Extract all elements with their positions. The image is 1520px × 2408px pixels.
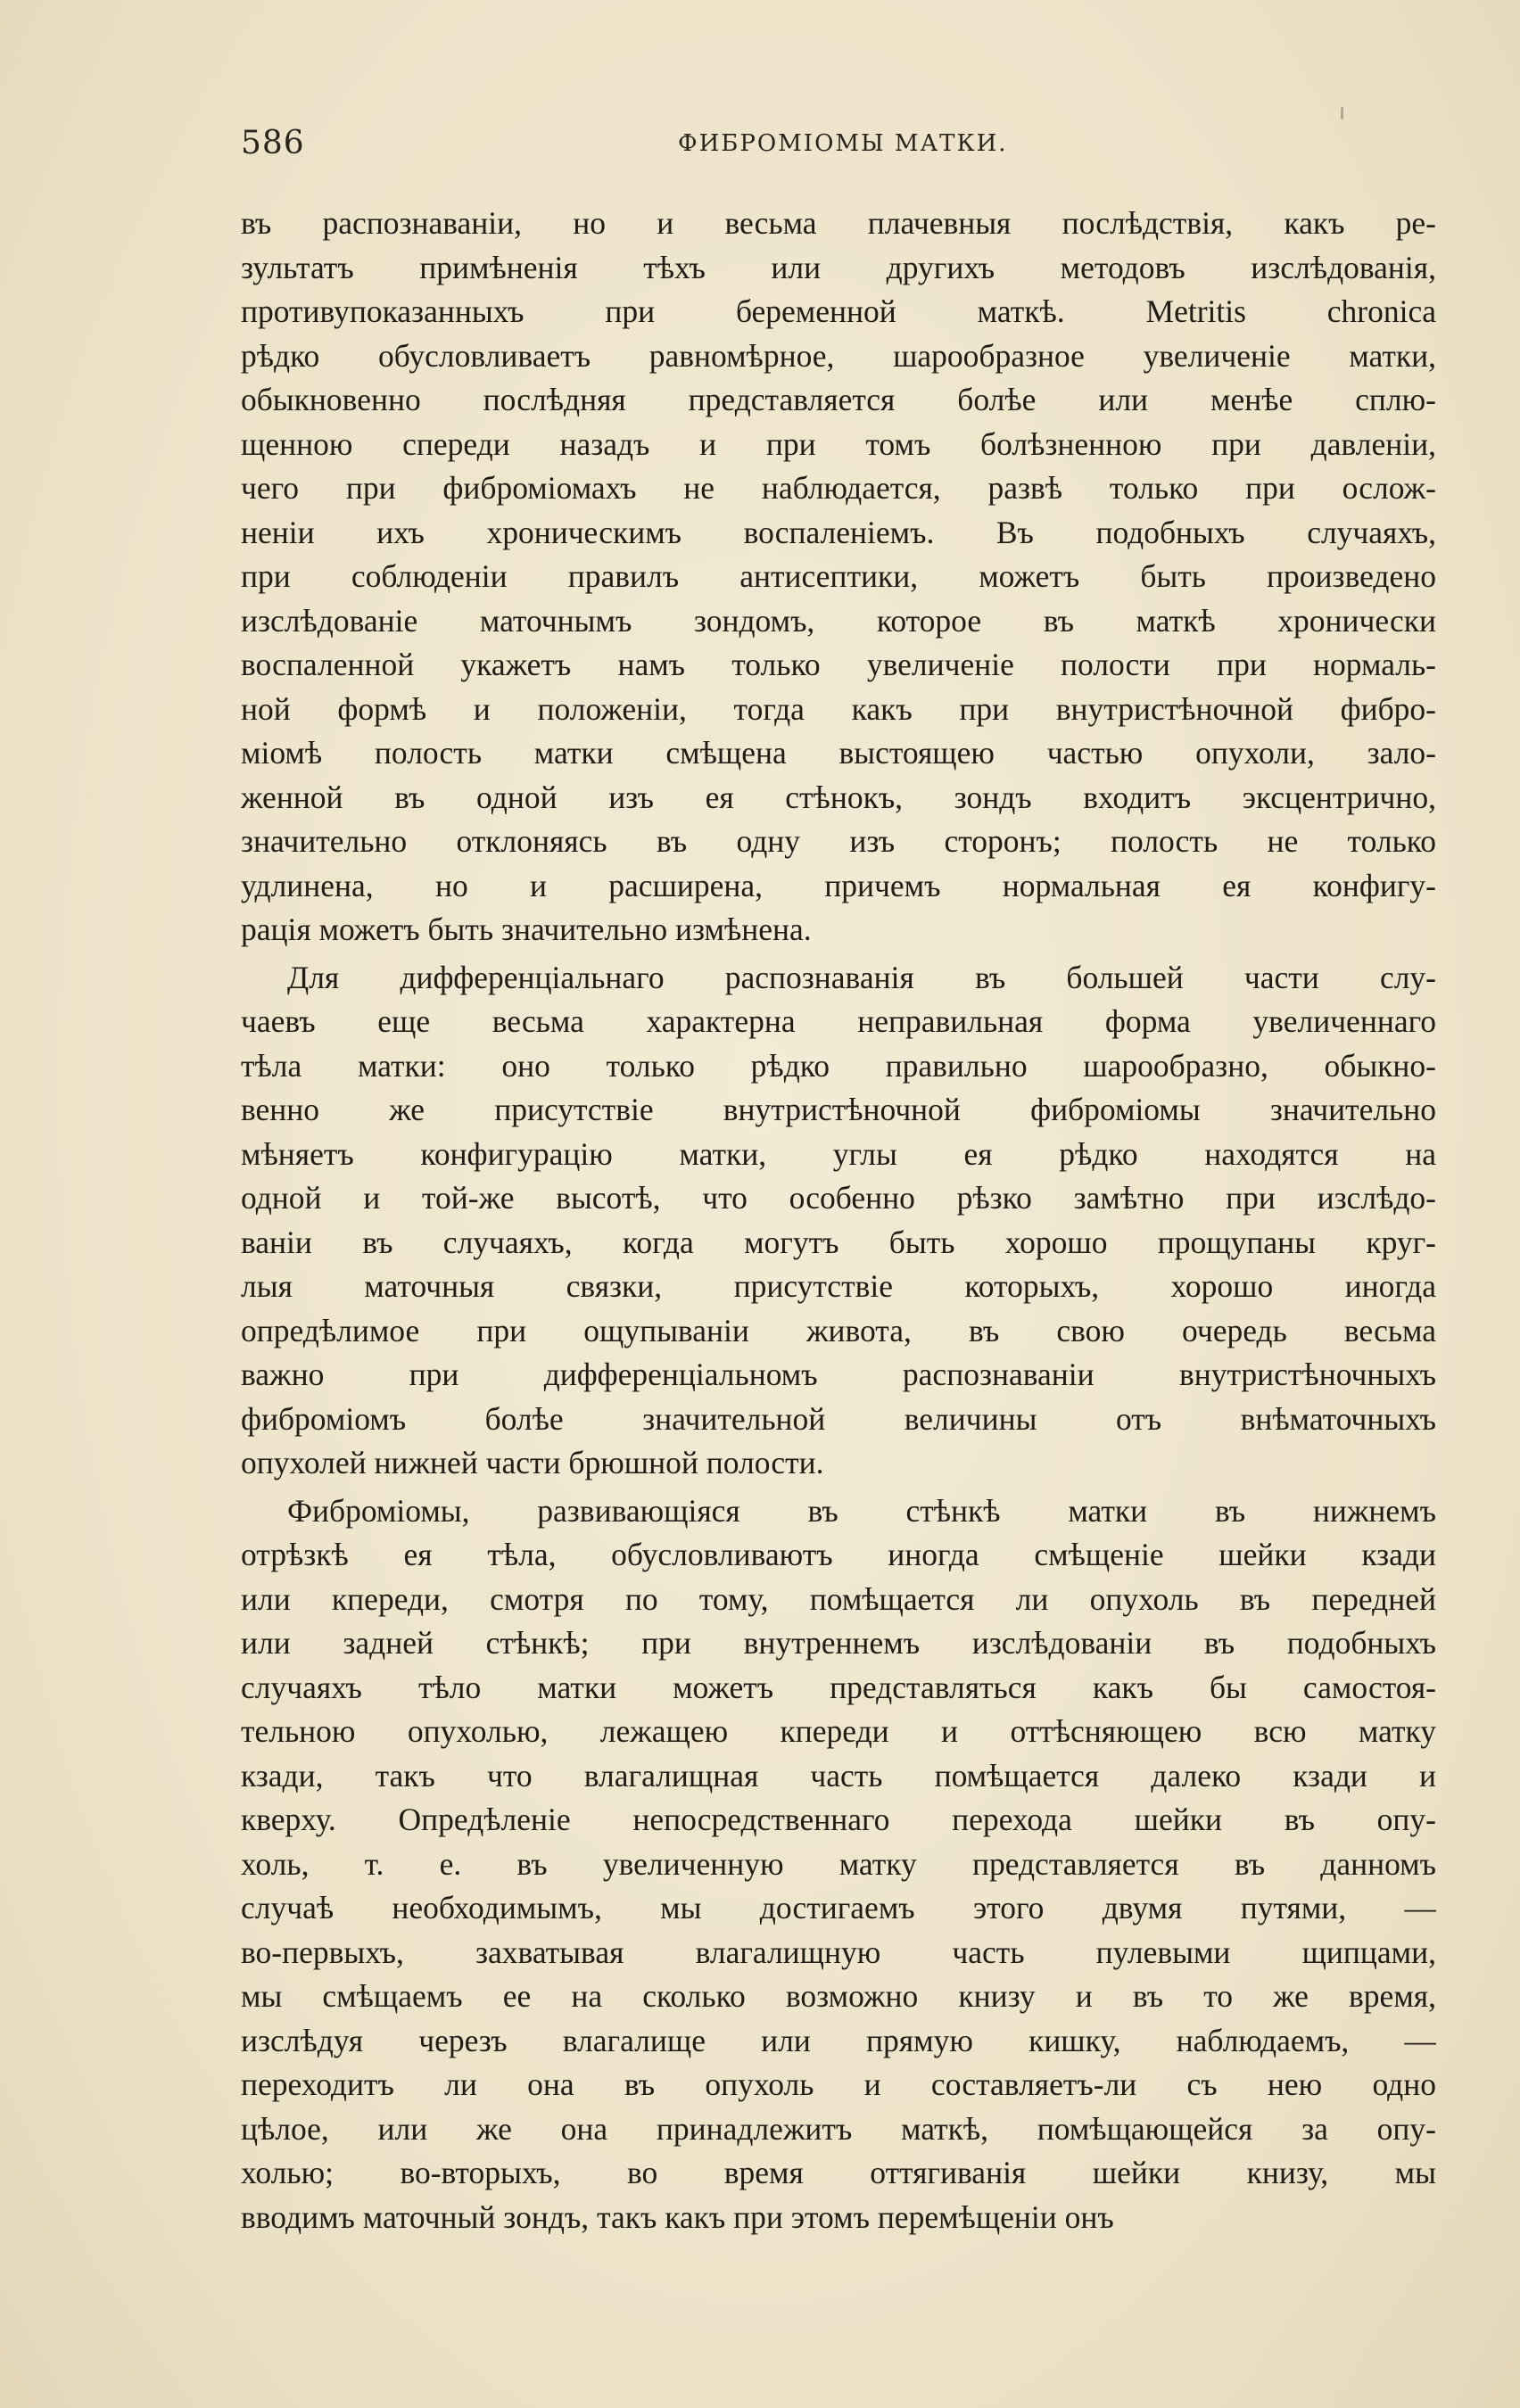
text-line: неніи ихъ хроническимъ воспаленіемъ. Въ подобныхъ случаяхъ,: [241, 514, 1436, 550]
running-title: ФИБРОМІОМЫ МАТКИ.: [678, 130, 1008, 157]
text-line: ваніи въ случаяхъ, когда могутъ быть хорошо прощупаны круг-: [241, 1224, 1436, 1260]
text-line: вводимъ маточный зондъ, такъ какъ при этомъ перемѣщеніи онъ: [241, 2198, 1114, 2235]
text-line: важно при дифференціальномъ распознаваніи внутристѣночныхъ: [241, 1357, 1436, 1392]
text-line: опредѣлимое при ощупываніи живота, въ свою очередь весьма: [241, 1312, 1436, 1348]
text-line: рѣдко обусловливаетъ равномѣрное, шарообразное увеличеніе матки,: [241, 337, 1436, 374]
text-line: отрѣзкѣ ея тѣла, обусловливаютъ иногда смѣщеніе шейки кзади: [241, 1537, 1436, 1572]
text-line: обыкновенно послѣдняя представляется болѣе или менѣе сплю-: [241, 382, 1436, 417]
paragraph: [241, 202, 1436, 952]
text-line: въ распознаваніи, но и весьма плачевныя послѣдствія, какъ ре-: [241, 205, 1436, 241]
paragraph: [241, 1489, 1436, 2240]
text-line: изслѣдуя черезъ влагалище или прямую кишку, наблюдаемъ, —: [241, 2022, 1436, 2058]
text-line: во-первыхъ, захватывая влагалищную часть пулевыми щипцами,: [241, 1934, 1436, 1970]
text-line: зультатъ примѣненія тѣхъ или другихъ методовъ изслѣдованія,: [241, 249, 1436, 285]
text-line: воспаленной укажетъ намъ только увеличеніе полости при нормаль-: [241, 647, 1436, 682]
text-line: лыя маточныя связки, присутствіе которыхъ, хорошо иногда: [241, 1268, 1436, 1304]
text-body: [241, 202, 1436, 2243]
text-line: мѣняетъ конфигурацію матки, углы ея рѣдко находятся на: [241, 1135, 1436, 1172]
text-line: венно же присутствіе внутристѣночной фиброміомы значительно: [241, 1092, 1436, 1127]
text-line: удлинена, но и расширена, причемъ нормальная ея конфигу-: [241, 867, 1436, 903]
text-line: чаевъ еще весьма характерна неправильная форма увеличеннаго: [241, 1003, 1436, 1039]
text-line: случаяхъ тѣло матки можетъ представляться какъ бы самостоя-: [241, 1669, 1436, 1705]
text-line: изслѣдованіе маточнымъ зондомъ, которое въ маткѣ хронически: [241, 602, 1436, 639]
text-line: рація можетъ быть значительно измѣнена.: [241, 911, 812, 947]
text-line: Фиброміомы, развивающіяся въ стѣнкѣ матки въ нижнемъ: [287, 1492, 1436, 1529]
text-line: кверху. Опредѣленіе непосредственнаго перехода шейки въ опу-: [241, 1802, 1436, 1837]
text-line: или задней стѣнкѣ; при внутреннемъ изслѣдованіи въ подобныхъ: [241, 1625, 1436, 1661]
text-line: тельною опухолью, лежащею кпереди и оттѣсняющею всю матку: [241, 1713, 1436, 1749]
text-line: тѣла матки: оно только рѣдко правильно шарообразно, обыкно-: [241, 1047, 1436, 1084]
text-line: щенною спереди назадъ и при томъ болѣзненною при давленіи,: [241, 425, 1436, 462]
text-line: женной въ одной изъ ея стѣнокъ, зондъ входитъ эксцентрично,: [241, 779, 1436, 815]
text-line: холью; во-вторыхъ, во время оттягиванія шейки книзу, мы: [241, 2155, 1436, 2190]
running-head: [241, 125, 1436, 169]
text-line: при соблюденіи правилъ антисептики, можетъ быть произведено: [241, 558, 1436, 594]
text-line: Для дифференціальнаго распознаванія въ большей части слу-: [287, 959, 1436, 995]
paragraph: [241, 956, 1436, 1486]
text-line: фиброміомъ болѣе значительной величины отъ внѣматочныхъ: [241, 1400, 1436, 1437]
text-line: кзади, такъ что влагалищная часть помѣщается далеко кзади и: [241, 1757, 1436, 1794]
text-line: ной формѣ и положеніи, тогда какъ при внутристѣночной фибро-: [241, 690, 1436, 727]
text-line: или кпереди, смотря по тому, помѣщается ли опухоль въ передней: [241, 1580, 1436, 1617]
text-line: цѣлое, или же она принадлежитъ маткѣ, помѣщающейся за опу-: [241, 2110, 1436, 2147]
text-line: переходитъ ли она въ опухоль и составляетъ-ли съ нею одно: [241, 2066, 1436, 2102]
text-line: мы смѣщаемъ ее на сколько возможно книзу и въ то же время,: [241, 1978, 1436, 2014]
text-line: значительно отклоняясь въ одну изъ сторонъ; полость не только: [241, 823, 1436, 859]
page-number: 586: [241, 125, 305, 161]
text-line: холь, т. е. въ увеличенную матку представляется въ данномъ: [241, 1845, 1436, 1882]
text-line: міомѣ полость матки смѣщена выстоящею частью опухоли, зало-: [241, 735, 1436, 771]
text-line: чего при фиброміомахъ не наблюдается, развѣ только при ослож-: [241, 470, 1436, 506]
text-line: опухолей нижней части брюшной полости.: [241, 1445, 824, 1480]
text-line: противупоказанныхъ при беременной маткѣ. Metritis chronica: [241, 293, 1436, 329]
text-line: случаѣ необходимымъ, мы достигаемъ этого двумя путями, —: [241, 1890, 1436, 1926]
print-speck: [1341, 107, 1343, 120]
text-line: одной и той-же высотѣ, что особенно рѣзко замѣтно при изслѣдо-: [241, 1180, 1436, 1216]
